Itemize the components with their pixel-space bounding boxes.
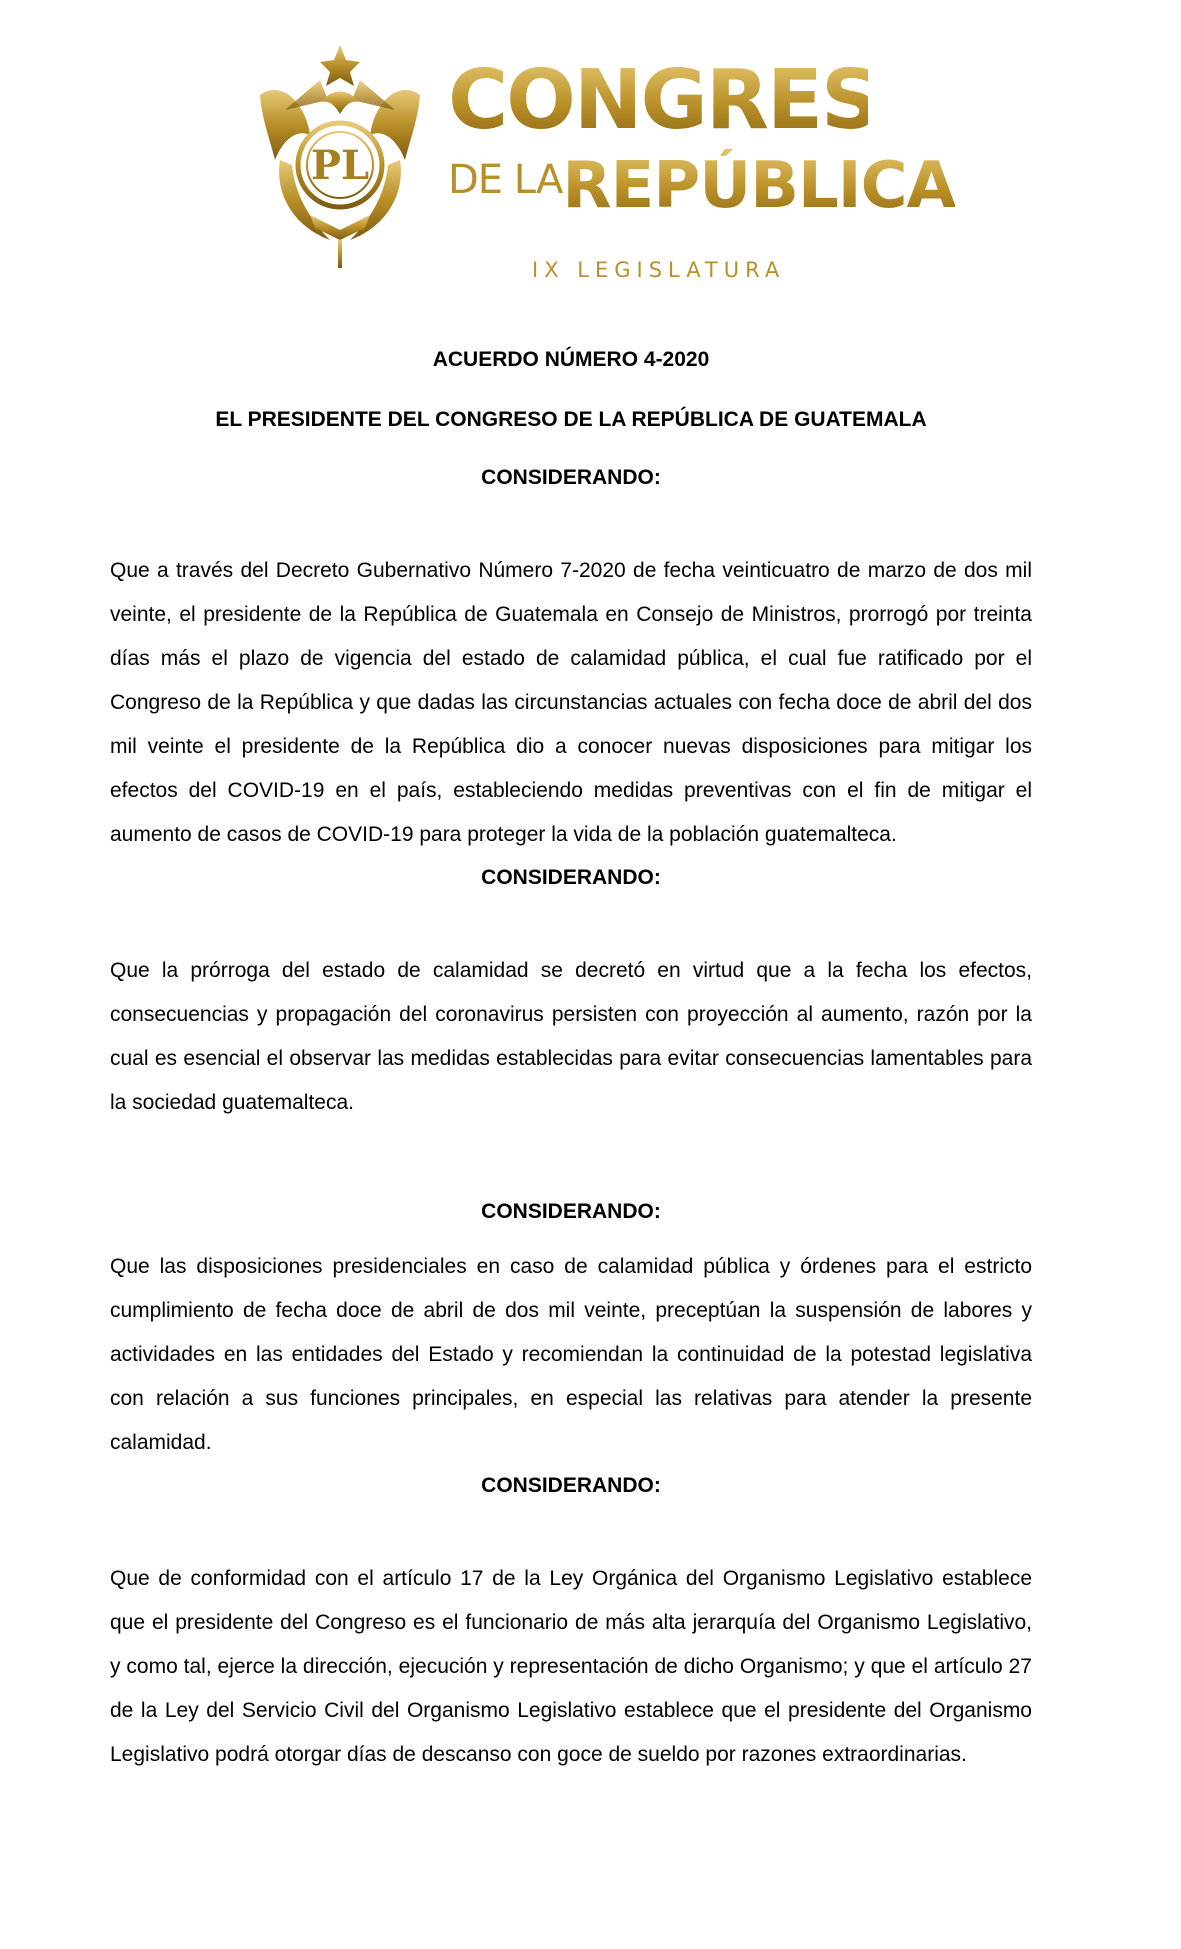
section-paragraph: Que las disposiciones presidenciales en caso de calamidad pública y órdenes para el estricto cumplimiento de fecha doce de abril de dos mil veinte, preceptúan la suspensión de labores y actividades en las entidades del Estado y recomiendan la continuidad de la potestad legislativa con relación a sus funciones principales, en especial las relativas para atender la presente calamidad. xyxy=(110,1255,1032,1454)
section-heading: CONSIDERANDO: xyxy=(481,1474,661,1497)
letterhead xyxy=(0,0,1181,300)
section-heading: CONSIDERANDO: xyxy=(481,1200,661,1223)
logo-de-la: DE LA xyxy=(448,157,563,203)
emblem-monogram: PL xyxy=(310,142,370,189)
section-heading: CONSIDERANDO: xyxy=(481,466,661,489)
section-paragraph: Que la prórroga del estado de calamidad se decretó en virtud que a la fecha los efectos, consecuencias y propagación del coronavirus persisten con proyección al aumento, razón por la cual es esencial el observar las medidas establecidas para evitar consecuencias lamentables para la sociedad guatemalteca. xyxy=(110,959,1032,1114)
section-paragraph: Que a través del Decreto Gubernativo Número 7-2020 de fecha veinticuatro de marzo de dos mil veinte, el presidente de la República de Guatemala en Consejo de Ministros, prorrogó por treinta días más el plazo de vigencia del estado de calamidad pública, el cual fue ratificado por el Congreso de la República y que dadas las circunstancias actuales con fecha doce de abril del dos mil veinte el presidente de la República dio a conocer nuevas disposiciones para mitigar los efectos del COVID-19 en el país, estableciendo medidas preventivas con el fin de mitigar el aumento de casos de COVID-19 para proteger la vida de la población guatemalteca. xyxy=(110,559,1032,846)
logo-de-la-republica xyxy=(448,144,956,238)
congress-emblem-icon xyxy=(250,40,430,270)
document-title: ACUERDO NÚMERO 4-2020 xyxy=(432,348,710,371)
document-body xyxy=(110,345,1032,1777)
section-heading: CONSIDERANDO: xyxy=(481,866,661,889)
logo-legislatura: IX LEGISLATURA xyxy=(532,258,786,282)
section-paragraph: Que de conformidad con el artículo 17 de la Ley Orgánica del Organismo Legislativo establece que el presidente del Congreso es el funcionario de más alta jerarquía del Organismo Legislativo, y como tal, ejerce la dirección, ejecución y representación de dicho Organismo; y que el artículo 27 de la Ley del Servicio Civil del Organismo Legislativo establece que el presidente del Organismo Legislativo podrá otorgar días de descanso con goce de sueldo por razones extraordinarias. xyxy=(110,1567,1032,1766)
congress-logo-text xyxy=(448,53,956,282)
logo-republica: REPÚBLICA xyxy=(562,149,956,223)
document-subtitle: EL PRESIDENTE DEL CONGRESO DE LA REPÚBLICA DE GUATEMALA xyxy=(215,408,927,431)
logo-congreso: CONGRESO xyxy=(448,53,946,148)
